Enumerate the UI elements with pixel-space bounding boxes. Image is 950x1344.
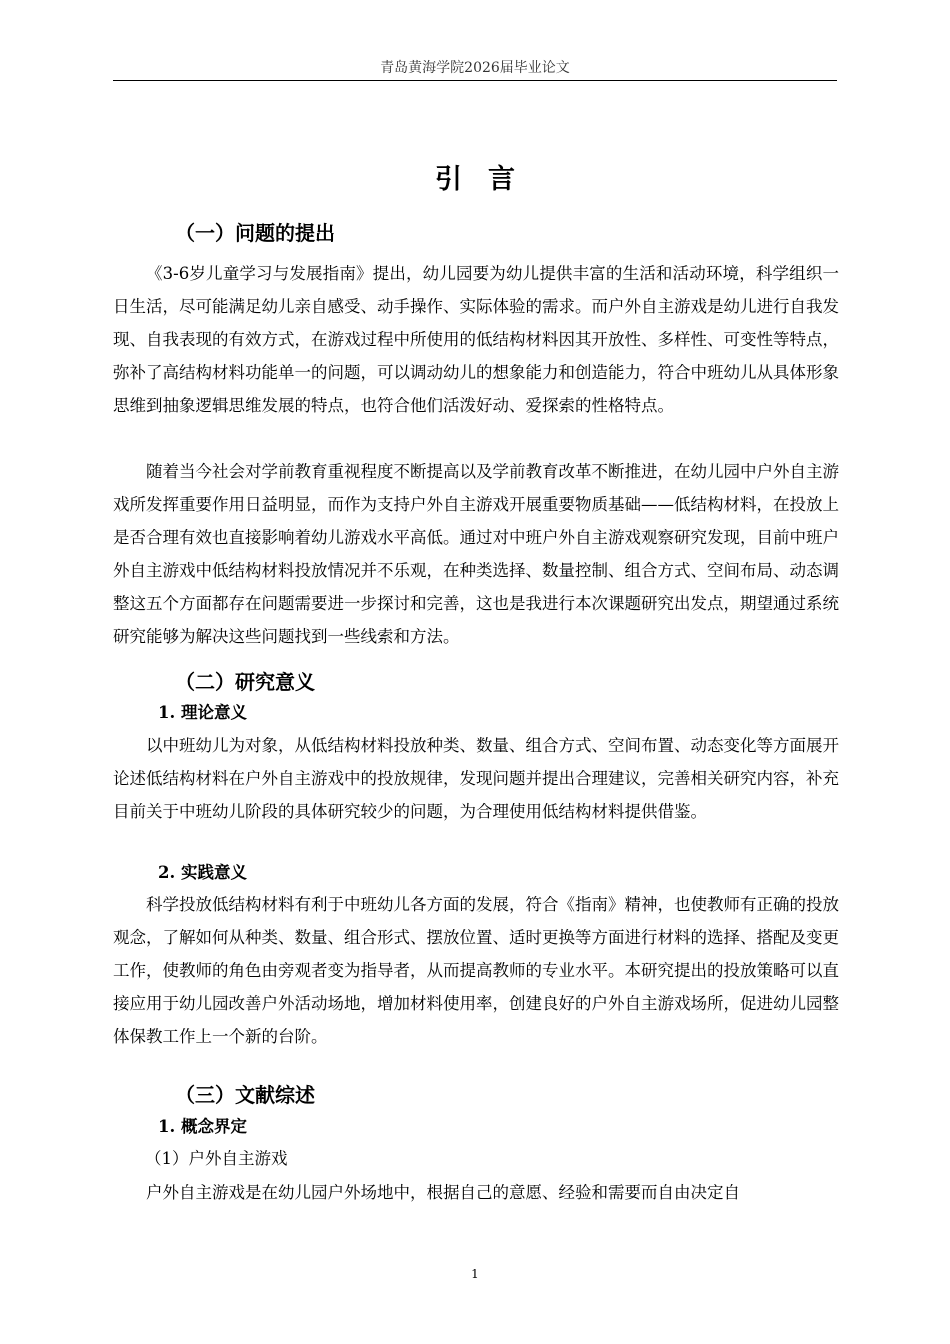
- header-rule: [113, 80, 837, 81]
- title-char-2: 言: [488, 164, 515, 195]
- subheading-practice: 2. 实践意义: [158, 863, 247, 882]
- paragraph-practice: 科学投放低结构材料有利于中班幼儿各方面的发展，符合《指南》精神，也使教师有正确的投放观念，了解如何从种类、数量、组合形式、摆放位置、适时更换等方面进行材料的选择、搭配及变更工作，使教师的角色由旁观者变为指导者，从而提高教师的专业水平。本研究提出的投放策略可以直接应用于幼儿园改善户外活动场地，增加材料使用率，创建良好的户外自主游戏场所，促进幼儿园整体保教工作上一个新的台阶。: [113, 895, 839, 1046]
- section-heading-problem: （一）问题的提出: [175, 221, 335, 245]
- paragraph-problem-1: 《3-6岁儿童学习与发展指南》提出，幼儿园要为幼儿提供丰富的生活和活动环境，科学组织一日生活，尽可能满足幼儿亲自感受、动手操作、实际体验的需求。而户外自主游戏是幼儿进行自我发现、自我表现的有效方式，在游戏过程中所使用的低结构材料因其开放性、多样性、可变性等特点，弥补了高结构材料功能单一的问题，可以调动幼儿的想象能力和创造能力，符合中班幼儿从具体形象思维到抽象逻辑思维发展的特点，也符合他们活泼好动、爱探索的性格特点。: [113, 264, 839, 415]
- paragraph-problem-2: 随着当今社会对学前教育重视程度不断提高以及学前教育改革不断推进，在幼儿园中户外自主游戏所发挥重要作用日益明显，而作为支持户外自主游戏开展重要物质基础——低结构材料，在投放上是否合理有效也直接影响着幼儿游戏水平高低。通过对中班户外自主游戏观察研究发现，目前中班户外自主游戏中低结构材料投放情况并不乐观，在种类选择、数量控制、组合方式、空间布局、动态调整这五个方面都存在问题需要进一步探讨和完善，这也是我进行本次课题研究出发点，期望通过系统研究能够为解决这些问题找到一些线索和方法。: [113, 462, 839, 646]
- subheading-concepts: 1. 概念界定: [158, 1117, 247, 1136]
- paragraph-theory: 以中班幼儿为对象，从低结构材料投放种类、数量、组合方式、空间布置、动态变化等方面展开论述低结构材料在户外自主游戏中的投放规律，发现问题并提出合理建议，完善相关研究内容，补充目前关于中班幼儿阶段的具体研究较少的问题，为合理使用低结构材料提供借鉴。: [113, 736, 839, 821]
- item-heading-outdoor-play: （1）户外自主游戏: [145, 1149, 288, 1168]
- page-title: [113, 160, 837, 200]
- paragraph-outdoor-play: 户外自主游戏是在幼儿园户外场地中，根据自己的意愿、经验和需要而自由决定自: [146, 1183, 740, 1202]
- section-heading-significance: （二）研究意义: [175, 670, 315, 694]
- section-heading-literature: （三）文献综述: [175, 1083, 315, 1107]
- subheading-theory: 1. 理论意义: [158, 703, 247, 722]
- page-number: 1: [471, 1267, 479, 1281]
- title-char-1: 引: [435, 164, 462, 195]
- running-header: 青岛黄海学院2026届毕业论文: [380, 60, 570, 76]
